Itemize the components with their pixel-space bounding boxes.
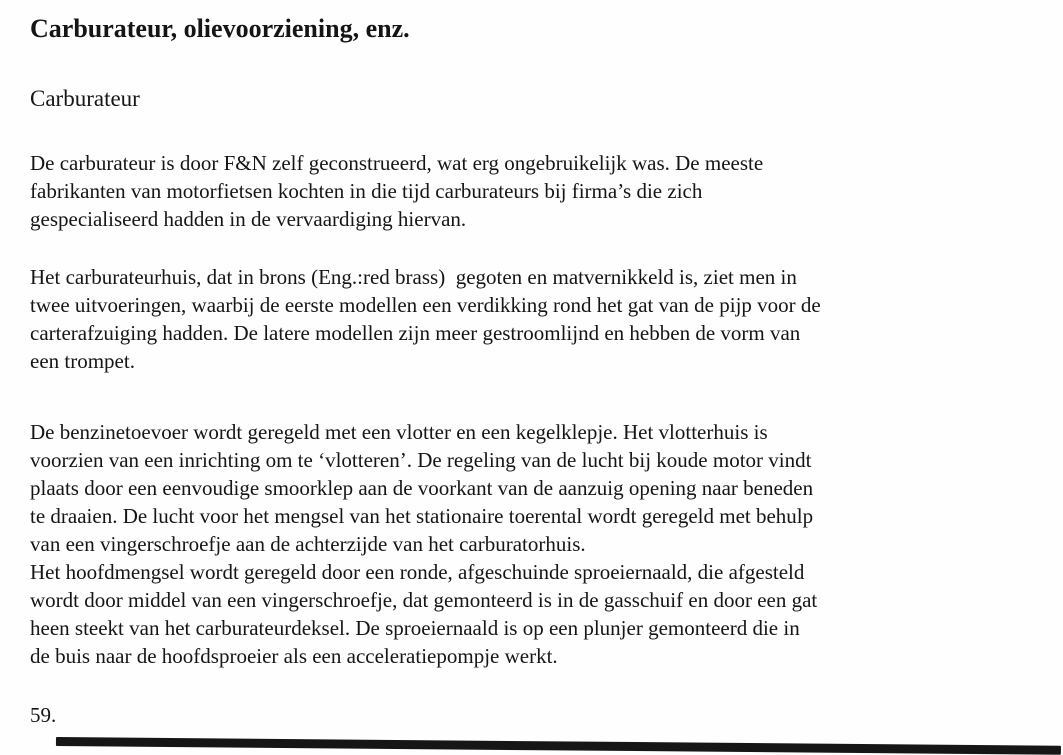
body-paragraph	[30, 149, 1033, 233]
body-paragraph	[30, 418, 1033, 670]
text-line: gespecialiseerd hadden in de vervaardiging hiervan.	[30, 207, 467, 231]
text-line: plaats door een eenvoudige smoorklep aan de voorkant van de aanzuig opening naar beneden	[30, 476, 814, 500]
text-line: te draaien. De lucht voor het mengsel van het stationaire toerental wordt geregeld met behulp	[30, 504, 814, 528]
body-paragraph	[30, 263, 1033, 375]
text-line: heen steekt van het carburateurdeksel. De sproeiernaald is op een plunjer gemonteerd die in	[30, 616, 800, 640]
text-line: Het carburateurhuis, dat in brons (Eng.:red brass) gegoten en matvernikkeld is, ziet men in	[30, 265, 797, 289]
text-line: voorzien van een inrichting om te ‘vlotteren’. De regeling van de lucht bij koude motor vindt	[30, 448, 812, 472]
text-line: De carburateur is door F&N zelf geconstrueerd, wat erg ongebruikelijk was. De meeste	[30, 151, 764, 175]
page-edge-scan-artifact	[56, 737, 1061, 755]
text-line: fabrikanten van motorfietsen kochten in die tijd carburateurs bij firma’s die zich	[30, 179, 703, 203]
text-line: een trompet.	[30, 349, 135, 373]
page-number: 59.	[30, 703, 57, 727]
text-line: van een vingerschroefje aan de achterzijde van het carburatorhuis.	[30, 532, 586, 556]
section-heading: Carburateur	[30, 86, 140, 111]
document-title: Carburateur, olievoorziening, enz.	[30, 14, 410, 43]
text-line: Het hoofdmengsel wordt geregeld door een ronde, afgeschuinde sproeiernaald, die afgesteld	[30, 560, 805, 584]
text-line: carterafzuiging hadden. De latere modellen zijn meer gestroomlijnd en hebben de vorm van	[30, 321, 801, 345]
text-line: de buis naar de hoofdsproeier als een acceleratiepompje werkt.	[30, 644, 558, 668]
text-line: De benzinetoevoer wordt geregeld met een vlotter en een kegelklepje. Het vlotterhuis is	[30, 420, 768, 444]
text-line: wordt door middel van een vingerschroefje, dat gemonteerd is in de gasschuif en door een gat	[30, 588, 818, 612]
text-line: twee uitvoeringen, waarbij de eerste modellen een verdikking rond het gat van de pijp voor de	[30, 293, 821, 317]
